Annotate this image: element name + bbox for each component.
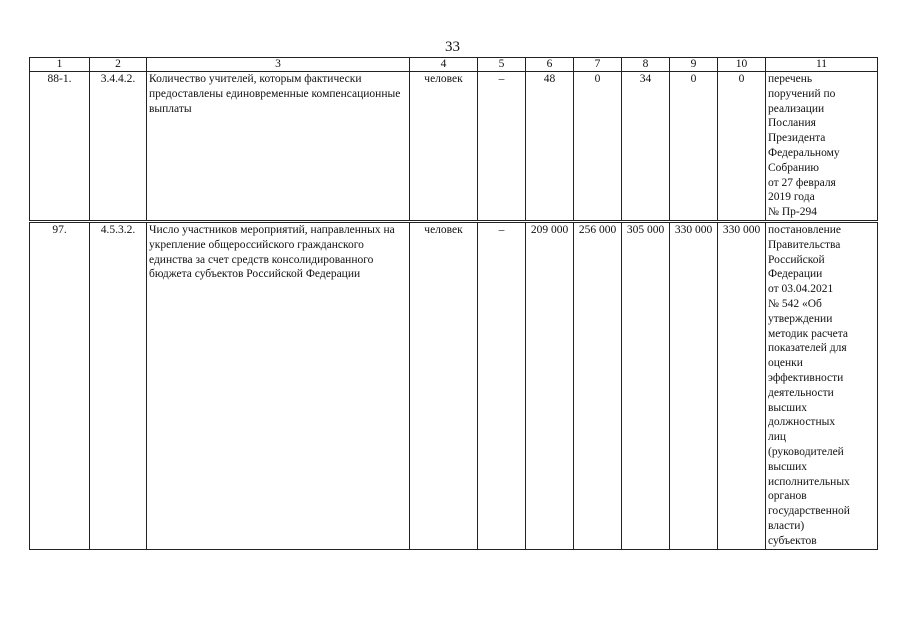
row-number: 97. bbox=[30, 221, 90, 549]
row-number: 88-1. bbox=[30, 72, 90, 222]
value-cell: 0 bbox=[670, 72, 718, 222]
column-header: 11 bbox=[766, 58, 878, 72]
row-code: 4.5.3.2. bbox=[90, 221, 147, 549]
value-cell: 330 000 bbox=[718, 221, 766, 549]
value-cell: 330 000 bbox=[670, 221, 718, 549]
table-row bbox=[30, 221, 878, 549]
column-header: 1 bbox=[30, 58, 90, 72]
column-header: 3 bbox=[147, 58, 410, 72]
value-cell: 0 bbox=[574, 72, 622, 222]
page-number: 33 bbox=[445, 39, 460, 55]
unit-cell: человек bbox=[410, 221, 478, 549]
column-header: 10 bbox=[718, 58, 766, 72]
source-text: перечень поручений по реализации Послания Президента Федеральному Собранию от 27 февраля 2019 года № Пр-294 bbox=[768, 73, 840, 219]
column-header: 5 bbox=[478, 58, 526, 72]
unit-cell: человек bbox=[410, 72, 478, 222]
column-header: 9 bbox=[670, 58, 718, 72]
column-header: 8 bbox=[622, 58, 670, 72]
indicator-name: Количество учителей, которым фактически предоставлены единовременные компенсационные выплаты bbox=[147, 72, 410, 222]
column-header: 7 bbox=[574, 58, 622, 72]
value-cell: 305 000 bbox=[622, 221, 670, 549]
value-cell: 48 bbox=[526, 72, 574, 222]
indicator-name: Число участников мероприятий, направленных на укрепление общероссийского гражданского единства за счет средств консолидированного бюджета субъектов Российской Федерации bbox=[147, 221, 410, 549]
value-cell: 0 bbox=[718, 72, 766, 222]
table-header-row bbox=[30, 58, 878, 72]
source-document bbox=[766, 221, 878, 549]
source-document bbox=[766, 72, 878, 222]
value-cell: 256 000 bbox=[574, 221, 622, 549]
source-text: постановление Правительства Российской Федерации от 03.04.2021 № 542 «Об утверждении методик расчета показателей для оценки эффективности деятельности высших должностных лиц (руководителей высших исполнительных органов государственной власти) субъектов bbox=[768, 223, 850, 547]
value-cell: – bbox=[478, 221, 526, 549]
value-cell: – bbox=[478, 72, 526, 222]
table-row bbox=[30, 72, 878, 222]
row-code: 3.4.4.2. bbox=[90, 72, 147, 222]
column-header: 4 bbox=[410, 58, 478, 72]
indicators-table bbox=[29, 57, 878, 550]
value-cell: 34 bbox=[622, 72, 670, 222]
value-cell: 209 000 bbox=[526, 221, 574, 549]
column-header: 2 bbox=[90, 58, 147, 72]
column-header: 6 bbox=[526, 58, 574, 72]
